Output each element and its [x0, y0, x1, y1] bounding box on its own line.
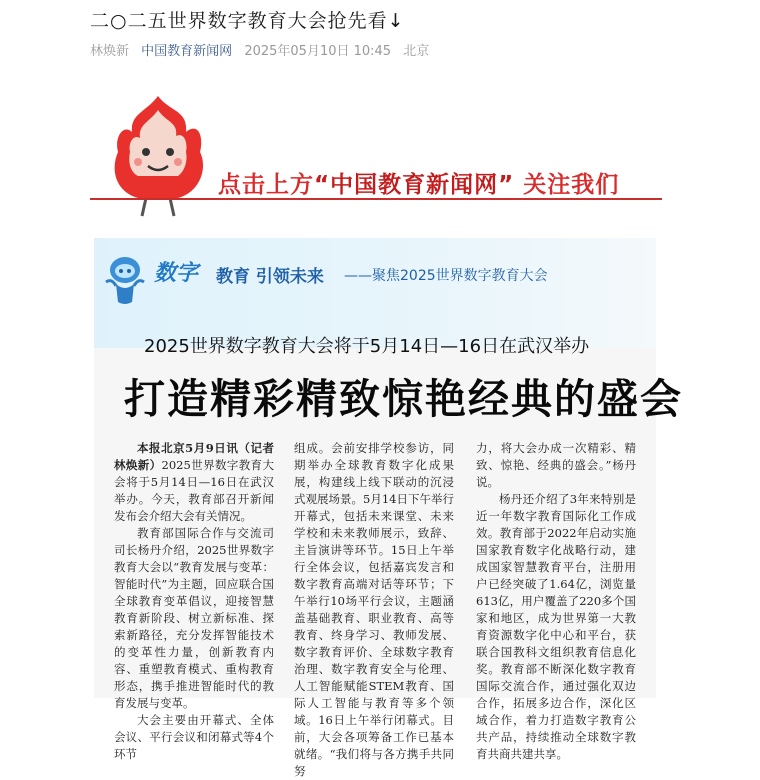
paragraph: 组成。会前安排学校参访，同期举办全球教育数字化成果展，构建线上线下联动的沉浸式观展场景。5月14日下午举行开幕式，包括未来课堂、未来学校和未来教师展示，致辞、主旨演讲等环节。15日上午举行全体会议，包括嘉宾发言和数字教育高端对话等环节；下午举行10场平行会议，主题涵盖基础教育、职业教育、高等教育、终身学习、教师发展、数字教育评价、全球数字教育治理、数字教育安全与伦理、人工智能赋能STEM教育、国际人工智能与教育等多个领域。16日上午举行闭幕式。目前，大会各项筹备工作已基本就绪。“我们将与各方携手共同努 — [294, 441, 454, 778]
focus-line: ——聚焦2025世界数字教育大会 — [344, 268, 548, 284]
dateline: 本报北京5月9日讯（记者林焕新） — [114, 441, 274, 472]
article-title: 二○二五世界数字教育大会抢先看↓ — [90, 10, 405, 32]
follow-prefix: 点击上方 — [218, 172, 314, 198]
slogan: 教育 引领未来 — [216, 267, 324, 287]
column-1 — [114, 440, 274, 763]
follow-banner[interactable] — [90, 84, 662, 220]
follow-account: “中国教育新闻网” — [314, 172, 515, 198]
deck-headline: 2025世界数字教育大会将于5月14日—16日在武汉举办 — [144, 336, 590, 357]
banner-divider — [90, 198, 662, 200]
main-headline: 打造精彩精致惊艳经典的盛会 — [124, 375, 683, 423]
publish-datetime: 2025年05月10日 10:45 — [244, 44, 392, 59]
article-meta — [90, 40, 429, 59]
follow-suffix: 关注我们 — [523, 172, 620, 198]
follow-prompt — [218, 166, 619, 199]
paragraph: 教育部国际合作与交流司司长杨丹介绍，2025世界数字教育大会以“教育发展与变革：智能时代”为主题，回应联合国全球教育变革倡议，迎接智慧教育新阶段、树立新标准、探索新路径，充分发挥智能技术的变革性力量，创新教育内容、重塑教育模式、重构教育形态，携手推进智能时代的教育发展与变革。 — [114, 526, 274, 710]
paragraph: 大会主要由开幕式、全体会议、平行会议和闭幕式等4个环节 — [114, 713, 274, 761]
author: 林焕新 — [90, 44, 130, 59]
newspaper-clipping — [94, 238, 683, 778]
paragraph: 力，将大会办成一次精彩、精致、惊艳、经典的盛会。”杨丹说。 — [476, 441, 636, 489]
source-link[interactable]: 中国教育新闻网 — [141, 44, 233, 59]
paragraph: 2025世界数字教育大会将于5月14日—16日在武汉举办。今天，教育部召开新闻发布会介绍大会有关情况。 — [114, 458, 274, 523]
robot-icon — [102, 252, 148, 308]
location: 北京 — [403, 44, 430, 59]
flame-mascot-icon — [108, 92, 208, 220]
column-3 — [476, 440, 636, 763]
digit-logo: 数字 — [154, 260, 199, 286]
paragraph: 杨丹还介绍了3年来特别是近一年数字教育国际化工作成效。教育部于2022年启动实施国家教育数字化战略行动，建成国家智慧教育平台，注册用户已经突破了1.64亿，浏览量613亿，用户覆盖了220多个国家和地区，成为世界第一大教育资源数字化中心和平台，获联合国教科文组织教育信息化奖。教育部不断深化数字教育国际交流合作，通过强化双边合作，拓展多边合作，深化区域合作，着力打造数字教育公共产品，持续推动全球数字教育共商共建共享。 — [476, 492, 636, 761]
column-2 — [294, 440, 454, 780]
